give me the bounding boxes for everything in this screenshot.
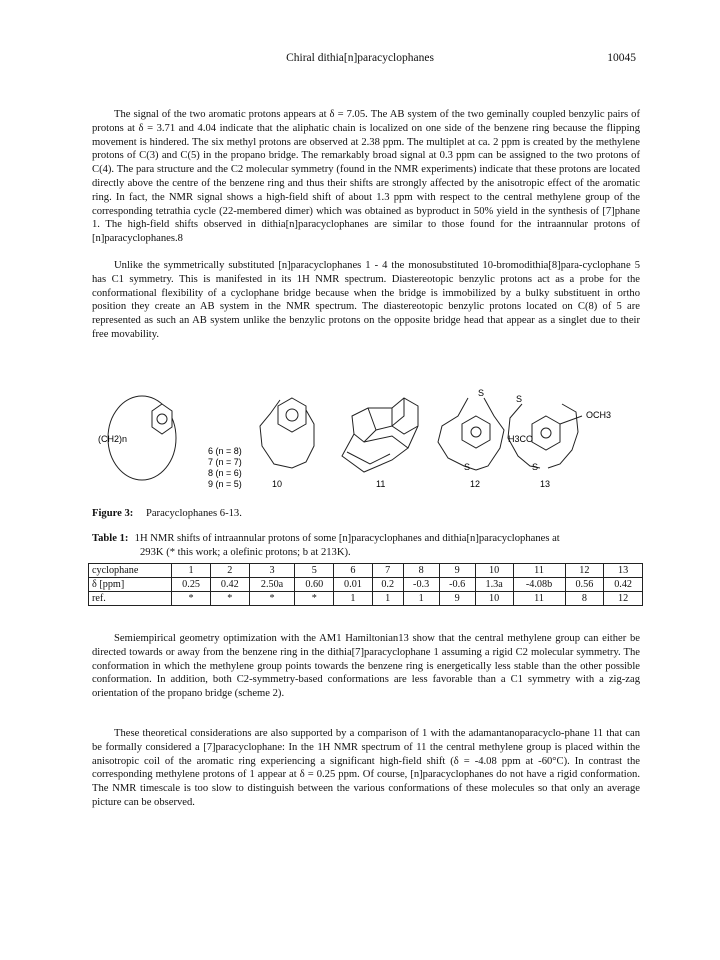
table-cell: 10 [475, 564, 513, 578]
table-row-header: cyclophane [89, 564, 172, 578]
table-cell: 6 [334, 564, 373, 578]
table-cell: 0.56 [565, 578, 604, 592]
table-cell: * [210, 592, 249, 606]
label-12-s-bottom: S [464, 462, 471, 472]
figure-caption [92, 508, 242, 519]
table-cell: 0.01 [334, 578, 373, 592]
table-cell: -4.08b [513, 578, 565, 592]
label-13-s-top: S [516, 394, 523, 404]
table-cell: 8 [565, 592, 604, 606]
table-cell: 1 [403, 592, 439, 606]
table-cell: 7 [372, 564, 403, 578]
table-cell: 10 [475, 592, 513, 606]
table-cell: 0.42 [604, 578, 643, 592]
nmr-shift-table [88, 563, 643, 606]
table-cell: 2 [210, 564, 249, 578]
table-cell: 11 [513, 564, 565, 578]
table-cell: * [172, 592, 211, 606]
table-cell: 1.3a [475, 578, 513, 592]
table-cell: 8 [403, 564, 439, 578]
table-cell: 11 [513, 592, 565, 606]
label-13: 13 [540, 479, 551, 489]
label-13-s-bottom: S [532, 462, 539, 472]
table-cell: 1 [172, 564, 211, 578]
row-cyclophane [89, 564, 643, 578]
label-och3: OCH3 [586, 410, 612, 420]
table-cell: 5 [295, 564, 334, 578]
figure-paracyclophanes [92, 386, 640, 491]
table-cell: 1 [334, 592, 373, 606]
table-cell: 12 [604, 592, 643, 606]
table-cell: * [295, 592, 334, 606]
running-title: Chiral dithia[n]paracyclophanes [286, 52, 434, 64]
row-delta-ppm [89, 578, 643, 592]
running-header [0, 52, 720, 68]
table-caption-line2: 293K (* this work; a olefinic protons; b at 213K). [140, 546, 351, 558]
structure-10 [260, 398, 314, 468]
table-row-header: δ [ppm] [89, 578, 172, 592]
label-12: 12 [470, 479, 481, 489]
table-cell: 9 [439, 564, 475, 578]
table-row-header: ref. [89, 592, 172, 606]
table-cell: 0.25 [172, 578, 211, 592]
table-caption-line1: 1H NMR shifts of intraannular protons of some [n]paracyclophanes and dithia[n]paracyclophanes at [134, 533, 560, 544]
paragraph-semiempirical: Semiempirical geometry optimization with the AM1 Hamiltonian13 show that the central methylene group can either be directed towards or away from the benzene ring in the dithia[7]paracyclophane 1 assuming a rigid C2 molecular symmetry. The conformation in which the methylene group points towards the benzene ring is energetically less stable than the other possible conformation. In addition, both C2-symmetry-based conformations are less favorable than a C1 symmetry with a zig-zag orientation of the propano bridge (scheme 2). [92, 633, 640, 700]
label-12-s-top: S [478, 388, 485, 398]
paragraph-c1-symmetry: Unlike the symmetrically substituted [n]paracyclophanes 1 - 4 the monosubstituted 10-bromodithia[8]para-cyclophane 5 has C1 symmetry. This is manifested in its 1H NMR spectrum. Diastereotopic benzylic protons act as a probe for the conformational flexibility of a cyclophane bridge because when the bridge is immobilized by a bulky substituent in ortho position they create an AB system in the NMR spectrum. The diastereotopic benzylic protons located on C(8) of 5 are represented as such an AB system unlike the benzylic protons on the opposite bridge head that appear as a singlet due to their free movability. [92, 260, 640, 340]
label-ch2n: (CH2)n [98, 434, 128, 444]
table-cell: -0.6 [439, 578, 475, 592]
table-cell: 1 [372, 592, 403, 606]
table-caption-label: Table 1: [92, 533, 129, 544]
paragraph-adamantano: These theoretical considerations are also supported by a comparison of 1 with the adamantanoparacyclo-phane 11 that can be formally considered a [7]paracyclophane: In the 1H NMR spectrum of 11 the central methylene group is placed within the anisotropic coil of the aromatic ring experiencing a significant high-field shift (δ = -4.08 ppm at -60°C). In contrast the corresponding methylene protons of 1 appear at δ = 0.25 ppm. Of course, [n]paracyclophanes do not have a rigid conformation. The NMR timescale is too slow to distinguish between the various conformations of these molecules so that only an average picture can be observed. [92, 728, 640, 808]
figure-caption-label: Figure 3: [92, 508, 134, 519]
paragraph-nmr-aromatic: The signal of the two aromatic protons appears at δ = 7.05. The AB system of the two geminally coupled benzylic pairs of protons at δ = 3.71 and 4.04 indicate that the aliphatic chain is localized on one side of the benzene ring because the flipping movement is hindered. The six methyl protons are observed at 2.38 ppm. The multiplet at ca. 2 ppm is created by the methylene protons of C(3) and C(5) in the propano bridge. The remarkably broad signal at 0.3 ppm can be assigned to the two protons of C(4). The para structure and the C2 molecular symmetry (found in the NMR experiments) indicate that these protons are located directly above the centre of the benzene ring and thus their shifts are strongly affected by the anisotropic effect of the aromatic ring. In fact, the NMR signal shows a high-field shift of about 1.3 ppm with respect to the central methylene group of the corresponding tetrathia cycle (22-membered dimer) which was obtained as byproduct in 50% yield in the synthesis of [7]phane 1. The high-field shifts observed in dithia[n]paracyclophanes are similar to those found for the intraannular protons of [n]paracyclophanes.8 [92, 109, 640, 245]
structure-11 [342, 398, 418, 472]
table-cell: 0.2 [372, 578, 403, 592]
row-reference [89, 592, 643, 606]
table-cell: 2.50a [249, 578, 295, 592]
table-cell: 0.60 [295, 578, 334, 592]
label-7: 7 (n = 7) [208, 457, 242, 467]
table-cell: 9 [439, 592, 475, 606]
table-cell: 0.42 [210, 578, 249, 592]
label-h3co: H3CO [508, 434, 534, 444]
label-9: 9 (n = 5) [208, 479, 242, 489]
page-number: 10045 [607, 52, 636, 64]
structure-12 [438, 398, 504, 470]
table-cell: * [249, 592, 295, 606]
label-11: 11 [376, 479, 386, 489]
label-6: 6 (n = 8) [208, 446, 242, 456]
label-8: 8 (n = 6) [208, 468, 242, 478]
table-cell: -0.3 [403, 578, 439, 592]
table-cell: 12 [565, 564, 604, 578]
table-cell: 3 [249, 564, 295, 578]
figure-caption-text: Paracyclophanes 6-13. [145, 508, 242, 519]
label-10: 10 [272, 479, 283, 489]
table-caption [92, 532, 640, 559]
table-cell: 13 [604, 564, 643, 578]
